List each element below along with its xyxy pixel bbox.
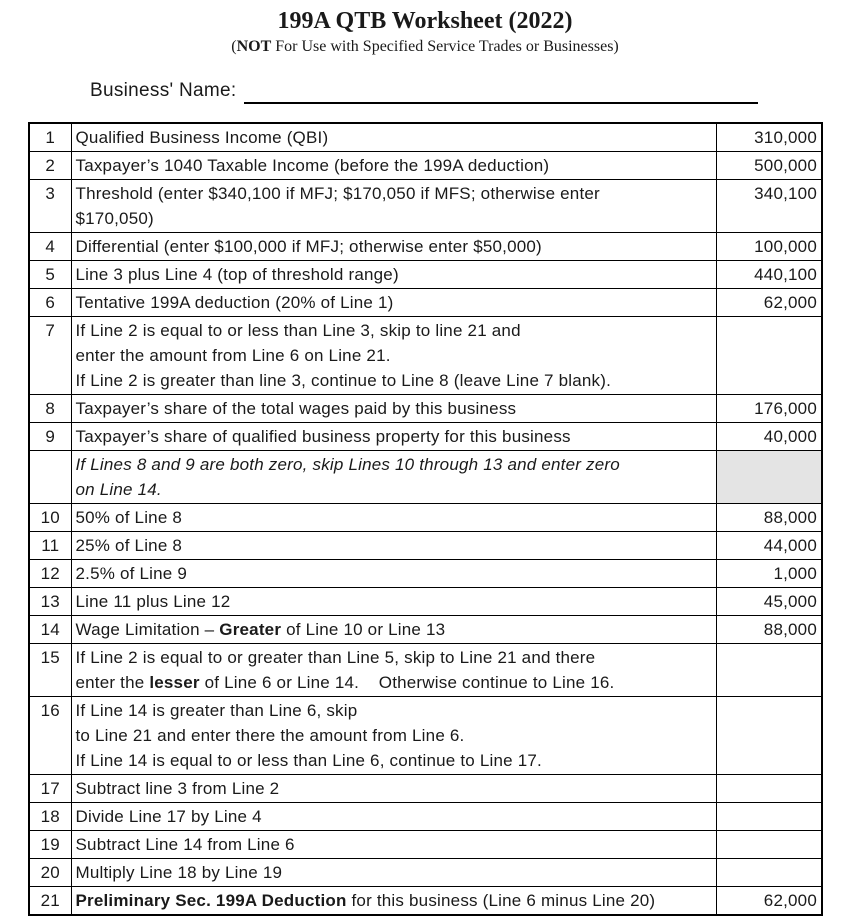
text-segment: lesser	[149, 673, 200, 692]
text-segment: Threshold (enter $340,100 if MFJ; $170,050 if MFS; otherwise enter	[75, 184, 600, 203]
description-line	[76, 776, 712, 801]
description-line	[76, 645, 712, 670]
row-value: 44,000	[716, 532, 822, 560]
text-segment: to Line 21 and enter there the amount from Line 6.	[75, 726, 465, 745]
table-row	[29, 859, 822, 887]
table-row	[29, 317, 822, 395]
row-number: 3	[29, 180, 71, 233]
row-value: 310,000	[716, 123, 822, 152]
text-segment: Preliminary Sec. 199A Deduction	[75, 891, 347, 910]
text-segment: Qualified Business Income (QBI)	[75, 128, 329, 147]
description-line	[76, 670, 712, 695]
row-value: 1,000	[716, 560, 822, 588]
text-segment: Multiply Line 18 by Line 19	[75, 863, 283, 882]
table-row	[29, 775, 822, 803]
page-subtitle	[0, 36, 850, 58]
row-value: 176,000	[716, 395, 822, 423]
description-line	[76, 477, 712, 502]
row-value	[716, 831, 822, 859]
worksheet-table-body	[29, 123, 822, 915]
row-number: 18	[29, 803, 71, 831]
worksheet-table	[28, 122, 823, 916]
table-row	[29, 233, 822, 261]
row-number: 19	[29, 831, 71, 859]
row-number: 8	[29, 395, 71, 423]
table-row	[29, 644, 822, 697]
description-line	[76, 290, 712, 315]
text-segment: for this business (Line 6 minus Line 20)	[346, 891, 656, 910]
row-description	[71, 803, 716, 831]
row-number: 15	[29, 644, 71, 697]
description-line	[76, 153, 712, 178]
row-description	[71, 317, 716, 395]
table-row	[29, 289, 822, 317]
text-segment: of Line 6 or Line 14. Otherwise continue to Line 16.	[199, 673, 615, 692]
table-row	[29, 423, 822, 451]
business-name-label: Business' Name:	[90, 80, 237, 101]
text-segment: of Line 10 or Line 13	[281, 620, 446, 639]
row-description	[71, 775, 716, 803]
row-value: 88,000	[716, 504, 822, 532]
table-row	[29, 803, 822, 831]
table-row	[29, 180, 822, 233]
text-segment: Differential (enter $100,000 if MFJ; otherwise enter $50,000)	[75, 237, 542, 256]
row-description	[71, 423, 716, 451]
description-line	[76, 723, 712, 748]
row-description	[71, 152, 716, 180]
row-number: 16	[29, 697, 71, 775]
table-row	[29, 697, 822, 775]
row-number	[29, 451, 71, 504]
row-value: 45,000	[716, 588, 822, 616]
business-name-blank-line	[244, 80, 758, 104]
text-segment: 25% of Line 8	[75, 536, 183, 555]
description-line	[76, 561, 712, 586]
text-segment: Taxpayer’s 1040 Taxable Income (before the 199A deduction)	[75, 156, 550, 175]
text-segment: Wage Limitation –	[75, 620, 220, 639]
description-line	[76, 589, 712, 614]
table-row	[29, 616, 822, 644]
text-segment: Subtract Line 14 from Line 6	[75, 835, 295, 854]
business-name-row	[90, 78, 758, 104]
text-segment: Subtract line 3 from Line 2	[75, 779, 280, 798]
row-value: 340,100	[716, 180, 822, 233]
row-description	[71, 395, 716, 423]
table-row	[29, 831, 822, 859]
text-segment: Divide Line 17 by Line 4	[75, 807, 262, 826]
row-number: 6	[29, 289, 71, 317]
description-line	[76, 318, 712, 343]
table-row	[29, 588, 822, 616]
row-value	[716, 317, 822, 395]
row-description	[71, 123, 716, 152]
description-line	[76, 804, 712, 829]
text-segment: If Line 14 is equal to or less than Line 6, continue to Line 17.	[75, 751, 542, 770]
row-value: 440,100	[716, 261, 822, 289]
row-number: 1	[29, 123, 71, 152]
page-title: 199A QTB Worksheet (2022)	[277, 8, 573, 34]
table-row	[29, 504, 822, 532]
row-number: 9	[29, 423, 71, 451]
description-line	[76, 888, 712, 913]
description-line	[76, 860, 712, 885]
row-description	[71, 560, 716, 588]
row-value: 62,000	[716, 887, 822, 916]
description-line	[76, 424, 712, 449]
description-line	[76, 206, 712, 231]
row-description	[71, 831, 716, 859]
row-description	[71, 644, 716, 697]
text-segment: If Lines 8 and 9 are both zero, skip Lines 10 through 13 and enter zero	[75, 455, 620, 474]
row-number: 12	[29, 560, 71, 588]
row-value	[716, 775, 822, 803]
description-line	[76, 368, 712, 393]
row-description	[71, 451, 716, 504]
description-line	[76, 832, 712, 857]
row-value: 100,000	[716, 233, 822, 261]
row-description	[71, 504, 716, 532]
row-number: 20	[29, 859, 71, 887]
description-line	[76, 181, 712, 206]
row-description	[71, 180, 716, 233]
row-description	[71, 532, 716, 560]
table-row	[29, 887, 822, 916]
description-line	[76, 533, 712, 558]
table-row	[29, 560, 822, 588]
text-segment: on Line 14.	[75, 480, 162, 499]
row-value: 88,000	[716, 616, 822, 644]
row-number: 10	[29, 504, 71, 532]
row-value	[716, 451, 822, 504]
description-line	[76, 396, 712, 421]
row-value: 500,000	[716, 152, 822, 180]
subtitle-open: (	[231, 38, 237, 55]
row-number: 14	[29, 616, 71, 644]
description-line	[76, 617, 712, 642]
row-value: 62,000	[716, 289, 822, 317]
description-line	[76, 262, 712, 287]
row-description	[71, 859, 716, 887]
text-segment: enter the amount from Line 6 on Line 21.	[75, 346, 391, 365]
description-line	[76, 698, 712, 723]
row-value	[716, 697, 822, 775]
subtitle-rest: For Use with Specified Service Trades or Businesses)	[271, 38, 619, 55]
text-segment: Tentative 199A deduction (20% of Line 1)	[75, 293, 394, 312]
text-segment: $170,050)	[75, 209, 154, 228]
description-line	[76, 343, 712, 368]
table-row	[29, 261, 822, 289]
row-description	[71, 289, 716, 317]
description-line	[76, 505, 712, 530]
row-number: 2	[29, 152, 71, 180]
description-line	[76, 234, 712, 259]
text-segment: Taxpayer’s share of the total wages paid by this business	[75, 399, 517, 418]
text-segment: Line 3 plus Line 4 (top of threshold range)	[75, 265, 399, 284]
text-segment: If Line 14 is greater than Line 6, skip	[75, 701, 358, 720]
row-value	[716, 644, 822, 697]
row-number: 11	[29, 532, 71, 560]
row-number: 17	[29, 775, 71, 803]
text-segment: enter the	[75, 673, 150, 692]
text-segment: Line 11 plus Line 12	[75, 592, 231, 611]
row-description	[71, 261, 716, 289]
text-segment: If Line 2 is greater than line 3, continue to Line 8 (leave Line 7 blank).	[75, 371, 612, 390]
row-number: 5	[29, 261, 71, 289]
row-number: 4	[29, 233, 71, 261]
text-segment: 50% of Line 8	[75, 508, 183, 527]
table-row	[29, 451, 822, 504]
table-row	[29, 395, 822, 423]
row-number: 13	[29, 588, 71, 616]
table-row	[29, 532, 822, 560]
row-number: 7	[29, 317, 71, 395]
text-segment: If Line 2 is equal to or greater than Line 5, skip to Line 21 and there	[75, 648, 596, 667]
description-line	[76, 125, 712, 150]
row-value	[716, 859, 822, 887]
subtitle-bold-word: NOT	[236, 38, 272, 55]
row-value	[716, 803, 822, 831]
text-segment: If Line 2 is equal to or less than Line 3, skip to line 21 and	[75, 321, 521, 340]
text-segment: Greater	[219, 620, 282, 639]
row-value: 40,000	[716, 423, 822, 451]
row-description	[71, 233, 716, 261]
row-description	[71, 887, 716, 916]
text-segment: Taxpayer’s share of qualified business property for this business	[75, 427, 571, 446]
description-line	[76, 748, 712, 773]
worksheet-page	[0, 6, 850, 910]
row-description	[71, 616, 716, 644]
row-number: 21	[29, 887, 71, 916]
row-description	[71, 588, 716, 616]
row-description	[71, 697, 716, 775]
table-row	[29, 152, 822, 180]
text-segment: 2.5% of Line 9	[75, 564, 187, 583]
description-line	[76, 452, 712, 477]
table-row	[29, 123, 822, 152]
